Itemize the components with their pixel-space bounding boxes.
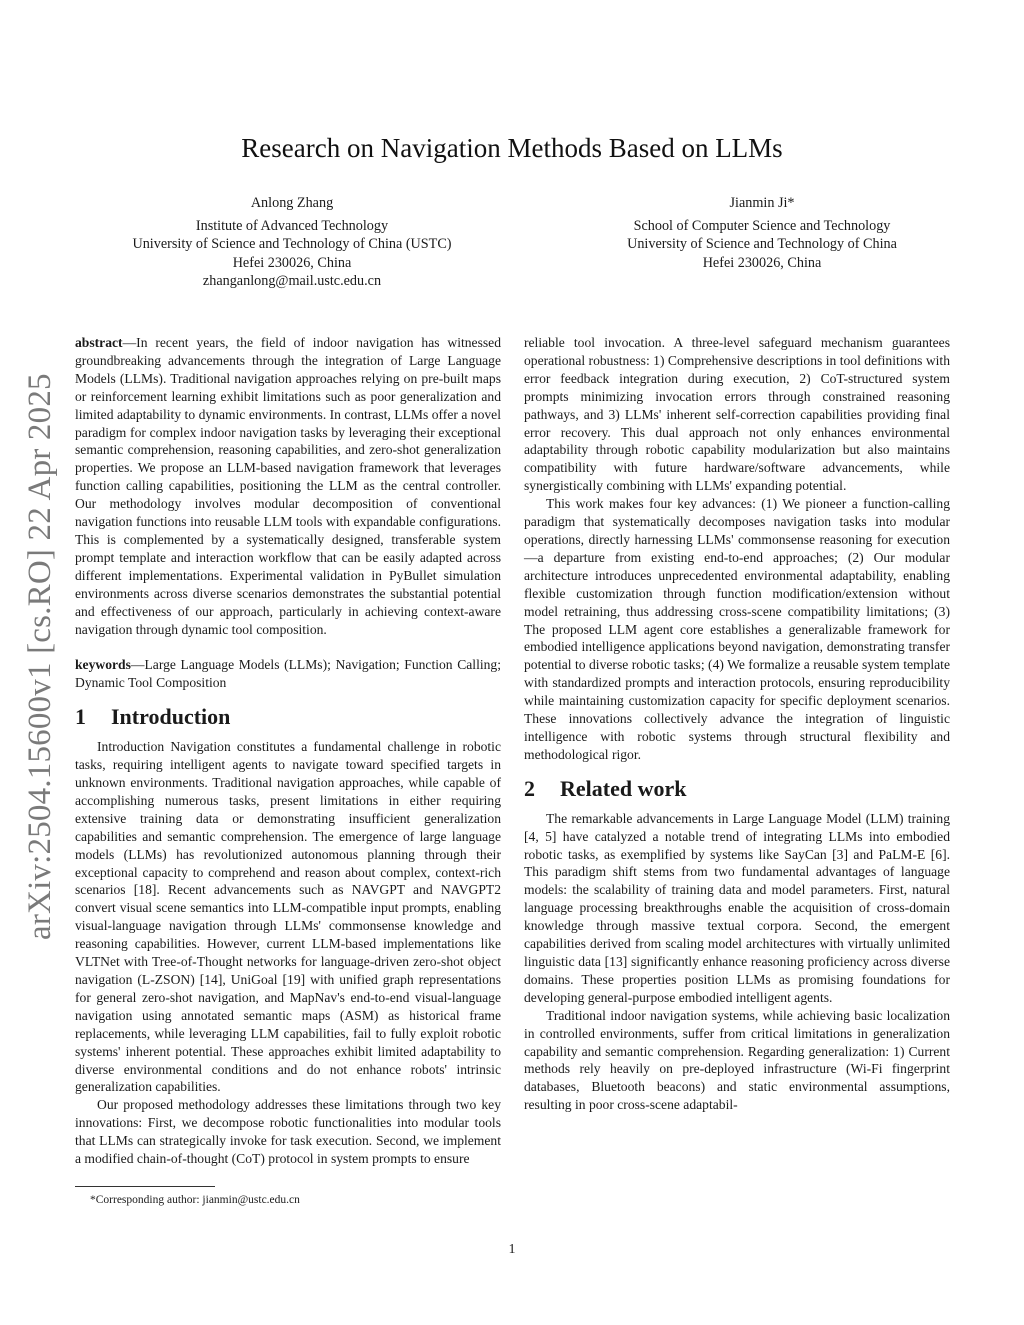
arxiv-identifier: arXiv:2504.15600v1 [cs.RO] 22 Apr 2025 xyxy=(22,373,58,940)
author-email[interactable]: zhanganlong@mail.ustc.edu.cn xyxy=(202,273,382,289)
abstract-text: —In recent years, the field of indoor navigation has witnessed groundbreaking advancements through the integration of Large Language Models (LLMs). Traditional navigation approaches relying on pre-built maps or reinforcement learning exhibit limitations such as poor generalization and limited adaptability to dynamic environments. In contrast, LLMs offer a novel paradigm for complex indoor navigation tasks by leveraging their exceptional semantic comprehension, reasoning capabilities, and zero-shot generalization properties. We propose an LLM-based navigation framework that leverages function calling capabilities, positioning the LLM as the central controller. Our methodology involves modular decomposition of conventional navigation functions into reusable LLM tools with expandable configurations. This is complemented by a systematically designed, transferable system prompt template and interaction workflow that can be easily adapted across different implementations. Experimental validation in PyBullet simulation environments across diverse scenarios demonstrates the substantial potential and effectiveness of our approach, particularly in achieving context-aware navigation through dynamic tool composition. xyxy=(75,335,501,637)
page-number: 1 xyxy=(508,1242,516,1257)
author-block-2 xyxy=(560,194,964,272)
author-block-1 xyxy=(100,194,484,291)
paragraph: This work makes four key advances: (1) We pioneer a function-calling paradigm that systematically decomposes navigation tasks into modular operations, directly harnessing LLMs' commonsense reasoning for execution—a departure from existing end-to-end approaches; (2) Our modular architecture introduces unprecedented environmental adaptability, enabling flexible customization through function modification/extension without model retraining, thus addressing cross-scene compatibility limitations; (3) The proposed LLM agent core establishes a generalizable framework for embodied intelligence applications beyond navigation, demonstrating transfer potential to diverse robotic tasks; (4) We formalize a reusable system template with standardized prompts and interaction protocols, ensuring reproducibility while maintaining customization capacity for specific deployment scenarios. These innovations collectively advance the integration of linguistic intelligence with robotic systems through structural flexibility and methodological rigor. xyxy=(524,496,950,762)
abstract xyxy=(75,334,501,638)
keywords xyxy=(75,656,501,692)
paragraph: Traditional indoor navigation systems, while achieving basic localization in controlled environments, suffer from critical limitations in generalization capability and semantic comprehension. Regarding generalization: 1) Current methods rely heavily on pre-deployed infrastructure (Wi-Fi fingerprint databases, Bluetooth beacons) and static environmental assumptions, resulting in poor cross-scene adaptabil- xyxy=(524,1007,950,1113)
section-heading-related-work: 2 Related work xyxy=(524,775,687,801)
keywords-text: —Large Language Models (LLMs); Navigation; Function Calling; Dynamic Tool Composition xyxy=(75,657,501,691)
author-name: Anlong Zhang xyxy=(250,195,334,211)
author-affiliation-line: Institute of Advanced Technology xyxy=(195,217,389,234)
keywords-label: keywords xyxy=(75,657,131,673)
paper-title: Research on Navigation Methods Based on LLMs xyxy=(241,133,783,163)
abstract-label: abstract xyxy=(75,335,123,350)
left-column xyxy=(75,334,501,1168)
right-column xyxy=(524,334,950,1114)
footnote-text: *Corresponding author: jianmin@ustc.edu.cn xyxy=(90,1194,300,1206)
footnote-rule xyxy=(75,1186,215,1187)
paragraph: Introduction Navigation constitutes a fundamental challenge in robotic tasks, requiring intelligent agents to navigate toward specified targets in unknown environments. Traditional navigation approaches, while capable of accomplishing numerous tasks, present limitations in either requiring extensive training data or demonstrating insufficient generalization capabilities and semantic comprehension. The emergence of large language models (LLMs) has revolutionized autonomous planning through their exceptional capacity to comprehend and reason about complex, context-rich scenarios [18]. Recent advancements such as NAVGPT and NAVGPT2 convert visual scene semantics into LLM-compatible input prompts, enabling visual-language navigation through LLMs' commonsense knowledge and reasoning capabilities. However, current LLM-based implementations like VLTNet with Tree-of-Thought networks for language-driven zero-shot object navigation (L-ZSON) [14], UniGoal [19] with unified graph representations for general zero-shot navigation, and MapNav's end-to-end visual-language navigation using annotated semantic maps (ASM) as historical frame replacements, while leveraging LLM capabilities, fail to fully exploit robotic systems' inherent potential. These approaches exhibit limited adaptability to diverse environmental conditions and do not enhance robots' intrinsic generalization capabilities. xyxy=(75,739,501,1095)
paragraph: Our proposed methodology addresses these limitations through two key innovations: First, we decompose robotic functionalities into modular tools that LLMs can strategically invoke for task execution. Second, we implement a modified chain-of-thought (CoT) protocol in system prompts to ensure xyxy=(75,1097,501,1167)
author-affiliation-line: School of Computer Science and Technology xyxy=(633,217,891,234)
author-affiliation-line: Hefei 230026, China xyxy=(232,254,352,271)
author-affiliation-line: University of Science and Technology of China xyxy=(627,236,897,252)
author-name: Jianmin Ji* xyxy=(729,195,795,211)
author-affiliation-line: Hefei 230026, China xyxy=(702,254,822,271)
author-affiliation-line: University of Science and Technology of China (USTC) xyxy=(132,236,452,252)
paragraph: The remarkable advancements in Large Language Model (LLM) training [4, 5] have catalyzed a notable trend of integrating LLMs into embodied robotic tasks, as exemplified by systems like SayCan [3] and PaLM-E [6]. This paradigm shift stems from two fundamental advantages of language models: the scalability of training data and model parameters. First, natural language processing breakthroughs enable the acquisition of cross-domain knowledge through massive textual corpora. Second, the emergent capabilities derived from scaling model architectures with virtually unlimited linguistic data [13] significantly enhance reasoning proficiency across diverse domains. These properties position LLMs as promising foundations for developing general-purpose embodied intelligent agents. xyxy=(524,810,950,1005)
paragraph-continued: reliable tool invocation. A three-level safeguard mechanism guarantees operational robustness: 1) Comprehensive descriptions in tool definitions with error feedback integration during execution, 2) CoT-structured system prompts minimizing invocation errors through constrained reasoning pathways, and 3) LLMs' inherent self-correction capabilities providing final error recovery. This dual approach not only enhances environmental adaptability through robotic capability modularization but also maintains compatibility with future hardware/software advancements, while synergistically combining with LLMs' expanding potential. xyxy=(524,335,950,494)
section-heading-introduction: 1 Introduction xyxy=(75,704,231,730)
